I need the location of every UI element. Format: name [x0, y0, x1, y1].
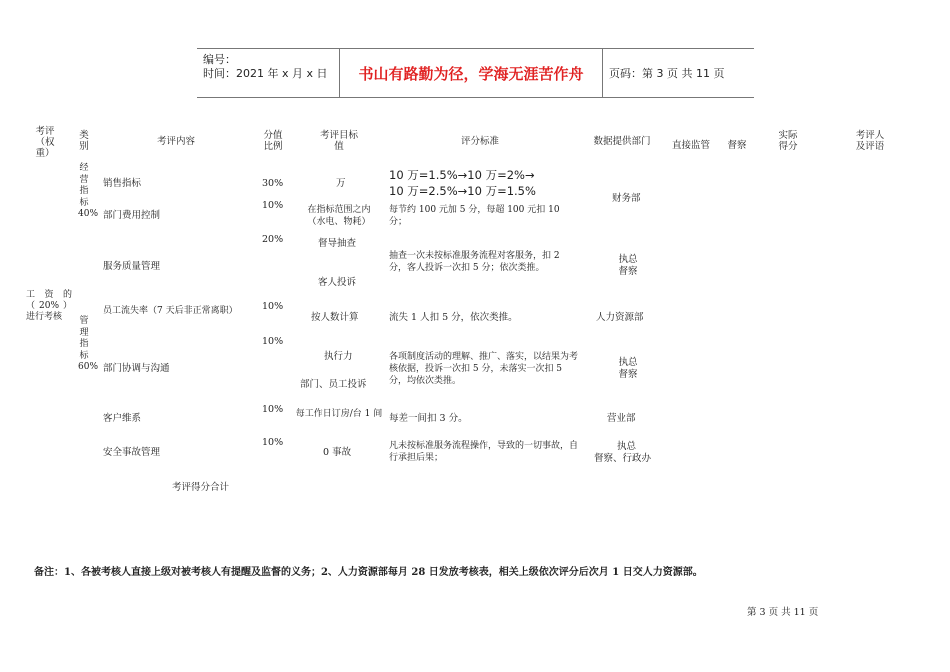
- dept-gm-inspect-1: 执总督察: [618, 254, 638, 277]
- row-content-customer: 客户维系: [103, 413, 142, 424]
- row-target-coordination-2: 部门、员工投诉: [300, 379, 367, 390]
- row-content-turnover: 员工流失率（7 天后非正常离职）: [103, 306, 238, 316]
- header-content: 考评内容: [156, 136, 195, 147]
- row-target-service-1: 督导抽查: [318, 238, 357, 249]
- dept-gm-inspect-2: 执总督察: [618, 357, 638, 380]
- header-category: 类别: [79, 130, 89, 152]
- motto: 书山有路勤为径，学海无涯苦作舟: [339, 49, 603, 97]
- category-business: 经营指标40%: [78, 163, 99, 219]
- category-management: 管理指标60%: [78, 316, 99, 372]
- dept-finance: 财务部: [612, 193, 641, 204]
- row-target-safety: 0 事故: [323, 447, 352, 458]
- header-inspector: 督察: [727, 140, 747, 151]
- row-content-coordination: 部门协调与沟通: [103, 363, 170, 374]
- header-criteria: 评分标准: [460, 136, 499, 147]
- row-target-coordination-1: 执行力: [324, 351, 353, 362]
- row-ratio-customer: 10%: [262, 404, 284, 415]
- row-content-expense: 部门费用控制: [103, 210, 161, 221]
- dept-sales: 营业部: [607, 413, 636, 424]
- row-target-customer: 每工作日订房/台 1 间: [295, 409, 383, 419]
- total-label: 考评得分合计: [172, 482, 230, 493]
- footer-note: 备注：1、各被考核人直接上级对被考核人有提醒及监督的义务；2、人力资源部每月 28 日发放考核表，相关上级依次评分后次月 1 日交人力资源部。: [34, 567, 703, 578]
- row-criteria-turnover: 流失 1 人扣 5 分，依次类推。: [389, 312, 518, 323]
- number-label: 编号：: [203, 53, 236, 66]
- row-content-safety: 安全事故管理: [103, 447, 161, 458]
- row-criteria-sales: [389, 167, 536, 199]
- header-dept: 数据提供部门: [593, 136, 651, 147]
- header-actual-score: 实际得分: [778, 130, 798, 152]
- row-target-sales: 万: [336, 178, 346, 189]
- page-label: 页码：第 3 页 共 11 页: [609, 67, 725, 80]
- criteria-sales-line2: 10 万=2.5%→10 万=1.5%: [389, 184, 536, 198]
- criteria-sales-line1: 10 万=1.5%→10 万=2%→: [389, 168, 535, 182]
- row-content-sales: 销售指标: [103, 178, 142, 189]
- row-target-expense: 在指标范围之内（水电、物耗）: [307, 205, 371, 227]
- row-criteria-service: 抽查一次未按标准服务流程对客服务，扣 2 分，客人投诉一次扣 5 分；依次类推。: [389, 251, 560, 273]
- footer-page: 第 3 页 共 11 页: [747, 607, 819, 618]
- header-evaluator: 考评人及评语: [855, 130, 885, 152]
- row-criteria-coordination: 各项制度活动的理解、推广、落实，以结果为考核依据，投诉一次扣 5 分，未落实一次扣 5 分，均依次类推。: [389, 352, 579, 386]
- dept-hr: 人力资源部: [596, 312, 644, 323]
- row-criteria-customer: 每差一间扣 3 分。: [389, 413, 468, 424]
- header-weight: 考评（权重）: [35, 126, 55, 159]
- dept-gm-inspect-admin-2: 督察、行政办: [594, 453, 652, 464]
- row-ratio-expense: 10%: [262, 200, 284, 211]
- document-header: [197, 48, 754, 98]
- row-ratio-service: 20%: [262, 234, 284, 245]
- time-label: 时间：2021 年 x 月 x 日: [203, 67, 328, 80]
- header-direct-supervisor: 直接监管: [671, 140, 710, 151]
- row-ratio-sales: 30%: [262, 178, 284, 189]
- row-ratio-coordination: 10%: [262, 336, 284, 347]
- header-meta: [197, 49, 339, 97]
- row-content-service: 服务质量管理: [103, 261, 161, 272]
- header-target: 考评目标值: [319, 130, 358, 152]
- dept-gm-inspect-admin-1: 执总: [617, 441, 637, 452]
- row-target-service-2: 客人投诉: [318, 277, 357, 288]
- row-criteria-expense: 每节约 100 元加 5 分，每超 100 元扣 10 分；: [389, 205, 560, 227]
- row-ratio-turnover: 10%: [262, 301, 284, 312]
- weight-cell: 工资的（20%）进行考核: [26, 290, 72, 322]
- row-ratio-safety: 10%: [262, 437, 284, 448]
- row-target-turnover: 按人数计算: [311, 312, 359, 323]
- header-score-ratio: 分值比例: [263, 130, 283, 152]
- row-criteria-safety: 凡未按标准服务流程操作，导致的一切事故，自行承担后果；: [389, 441, 579, 463]
